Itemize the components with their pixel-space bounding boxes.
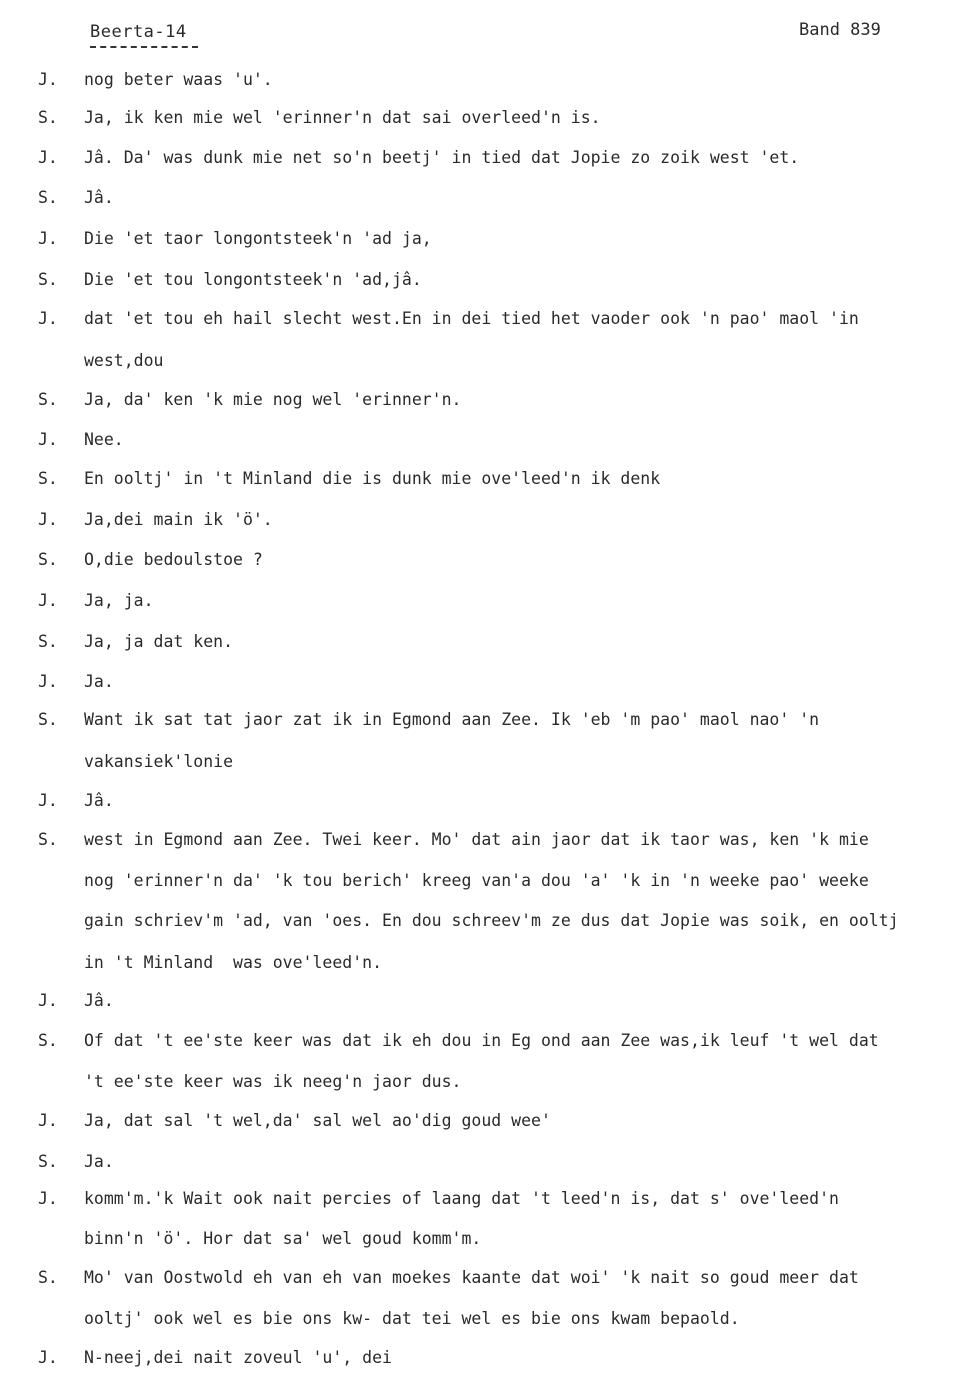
utterance-text: Want ik sat tat jaor zat ik in Egmond aan Zee. Ik 'eb 'm pao' maol nao' 'n <box>84 710 820 729</box>
utterance-text: west,dou <box>84 351 164 370</box>
header-underline <box>90 46 198 48</box>
utterance-text: Nee. <box>84 430 124 449</box>
utterance-text: ooltj' ook wel es bie ons kw- dat tei wel es bie ons kwam bepaold. <box>84 1309 740 1328</box>
utterance-text: nog beter waas 'u'. <box>84 70 273 89</box>
utterance-text: Ja. <box>84 1152 114 1171</box>
tape-number-header: Band 839 <box>799 20 881 40</box>
utterance-text: gain schriev'm 'ad, van 'oes. En dou schreev'm ze dus dat Jopie was soik, en ooltj <box>84 911 899 930</box>
utterance-text: Jâ. Da' was dunk mie net so'n beetj' in tied dat Jopie zo zoik west 'et. <box>84 148 800 167</box>
utterance-text: dat 'et tou eh hail slecht west.En in dei tied het vaoder ook 'n pao' maol 'in <box>84 309 859 328</box>
utterance-text: Ja, ja. <box>84 591 154 610</box>
utterance-text: Ja. <box>84 672 114 691</box>
speaker-label: J. <box>38 591 58 610</box>
utterance-text: in 't Minland was ove'leed'n. <box>84 953 383 972</box>
utterance-text: O,die bedoulstoe ? <box>84 550 263 569</box>
speaker-label: J. <box>38 1111 58 1130</box>
document-id: Beerta-14 <box>90 22 187 42</box>
document-id-header <box>90 22 187 42</box>
speaker-label: J. <box>38 1348 58 1367</box>
speaker-label: J. <box>38 510 58 529</box>
speaker-label: S. <box>38 1031 58 1050</box>
speaker-label: J. <box>38 309 58 328</box>
utterance-text: west in Egmond aan Zee. Twei keer. Mo' dat ain jaor dat ik taor was, ken 'k mie <box>84 830 869 849</box>
utterance-text: Jâ. <box>84 991 114 1010</box>
speaker-label: S. <box>38 1152 58 1171</box>
utterance-text: nog 'erinner'n da' 'k tou berich' kreeg van'a dou 'a' 'k in 'n weeke pao' weeke <box>84 871 869 890</box>
speaker-label: S. <box>38 270 58 289</box>
utterance-text: N-neej,dei nait zoveul 'u', dei <box>84 1348 392 1367</box>
utterance-text: vakansiek'lonie <box>84 752 234 771</box>
speaker-label: J. <box>38 430 58 449</box>
speaker-label: S. <box>38 390 58 409</box>
utterance-text: binn'n 'ö'. Hor dat sa' wel goud komm'm. <box>84 1229 482 1248</box>
speaker-label: J. <box>38 148 58 167</box>
utterance-text: Ja, ja dat ken. <box>84 632 234 651</box>
utterance-text: Die 'et tou longontsteek'n 'ad,jâ. <box>84 270 422 289</box>
speaker-label: S. <box>38 469 58 488</box>
speaker-label: S. <box>38 830 58 849</box>
speaker-label: J. <box>38 672 58 691</box>
utterance-text: Ja, da' ken 'k mie nog wel 'erinner'n. <box>84 390 462 409</box>
speaker-label: S. <box>38 550 58 569</box>
utterance-text: Ja, dat sal 't wel,da' sal wel ao'dig goud wee' <box>84 1111 551 1130</box>
utterance-text: Jâ. <box>84 791 114 810</box>
speaker-label: J. <box>38 791 58 810</box>
utterance-text: 't ee'ste keer was ik neeg'n jaor dus. <box>84 1072 462 1091</box>
utterance-text: Mo' van Oostwold eh van eh van moekes kaante dat woi' 'k nait so goud meer dat <box>84 1268 859 1287</box>
speaker-label: S. <box>38 188 58 207</box>
speaker-label: J. <box>38 229 58 248</box>
speaker-label: S. <box>38 710 58 729</box>
utterance-text: komm'm.'k Wait ook nait percies of laang dat 't leed'n is, dat s' ove'leed'n <box>84 1189 839 1208</box>
utterance-text: Jâ. <box>84 188 114 207</box>
utterance-text: Die 'et taor longontsteek'n 'ad ja, <box>84 229 432 248</box>
speaker-label: J. <box>38 991 58 1010</box>
utterance-text: Of dat 't ee'ste keer was dat ik eh dou in Eg ond aan Zee was,ik leuf 't wel dat <box>84 1031 879 1050</box>
utterance-text: Ja, ik ken mie wel 'erinner'n dat sai overleed'n is. <box>84 108 601 127</box>
speaker-label: S. <box>38 108 58 127</box>
utterance-text: Ja,dei main ik 'ö'. <box>84 510 273 529</box>
speaker-label: J. <box>38 1189 58 1208</box>
speaker-label: S. <box>38 1268 58 1287</box>
speaker-label: J. <box>38 70 58 89</box>
speaker-label: S. <box>38 632 58 651</box>
utterance-text: En ooltj' in 't Minland die is dunk mie ove'leed'n ik denk <box>84 469 661 488</box>
